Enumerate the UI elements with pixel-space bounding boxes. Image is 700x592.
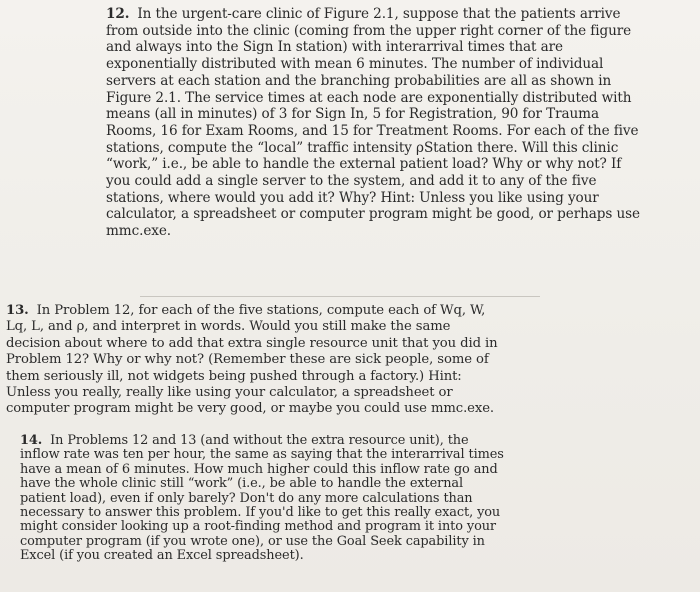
problem-text: In the urgent-care clinic of Figure 2.1, suppose that the patients arrive from outside into the clinic (coming from the upper right corner of the figure and always into the Sign In station) with interarrival times that are exponentially distributed with mean 6 minutes. The number of individual servers at each station and the branching probabilities are all as shown in Figure 2.1. The service times at each node are exponentially distributed with means (all in minutes) of 3 for Sign In, 5 for Registration, 90 for Trauma Rooms, 16 for Exam Rooms, and 15 for Treatment Rooms. For each of the five stations, compute the “local” traffic intensity ρStation there. Will this clinic “work,” i.e., be able to handle the external patient load? Why or why not? If you could add a single server to the system, and add it to any of the five stations, where would you add it? Why? Hint: Unless you like using your calculator, a spreadsheet or computer program might be good, or perhaps use mmc.exe. <box>106 6 640 240</box>
problem-text: In Problem 12, for each of the five stations, compute each of Wq, W, Lq, L, and ρ, and interpret in words. Would you still make the same decision about where to add that extra single resource unit that you did in Problem 12? Why or why not? (Remember these are sick people, some of them seriously ill, not widgets being pushed through a factory.) Hint: Unless you really, really like using your calculator, a spreadsheet or computer program might be very good, or maybe you could use mmc.exe. <box>6 303 498 417</box>
problem-13 <box>6 303 506 418</box>
problem-number: 14. <box>20 433 43 448</box>
page-divider <box>140 296 540 297</box>
problem-12 <box>106 6 642 240</box>
problem-number: 13. <box>6 303 29 318</box>
problem-14 <box>20 434 506 564</box>
problem-number: 12. <box>106 6 130 22</box>
problem-text: In Problems 12 and 13 (and without the extra resource unit), the inflow rate was ten per hour, the same as saying that the interarrival times have a mean of 6 minutes. How much higher could this inflow rate go and have the whole clinic still “work” (i.e., be able to handle the external patient load), even if only barely? Don't do any more calculations than necessary to answer this problem. If you'd like to get this really exact, you might consider looking up a root-finding method and program it into your computer program (if you wrote one), or use the Goal Seek capability in Excel (if you created an Excel spreadsheet). <box>20 433 504 564</box>
